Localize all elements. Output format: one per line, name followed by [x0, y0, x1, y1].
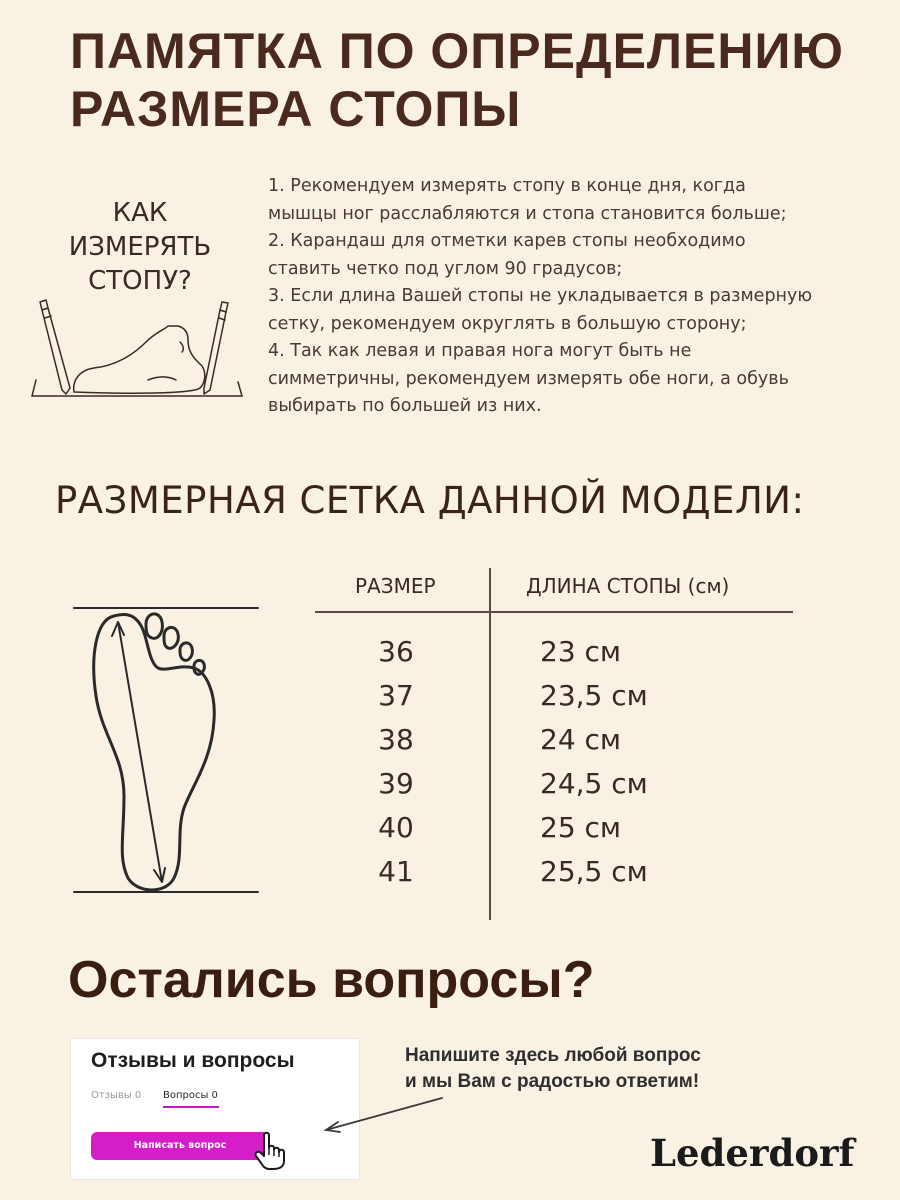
column-header-size: РАЗМЕР: [355, 574, 436, 598]
size-cell: 40: [378, 811, 414, 844]
page-title-line2: РАЗМЕРА СТОПЫ: [70, 81, 522, 137]
footprint-icon: [66, 596, 266, 906]
measurement-tips: [268, 173, 898, 421]
length-cell: 23 см: [540, 635, 622, 668]
length-cell: 25,5 см: [540, 855, 648, 888]
questions-heading: Остались вопросы?: [68, 951, 595, 1009]
tab-reviews[interactable]: Отзывы 0: [91, 1090, 142, 1101]
active-tab-indicator: [163, 1106, 219, 1108]
table-column-divider: [489, 568, 491, 920]
pointer-hand-icon: [254, 1131, 290, 1171]
tip-line: 2. Карандаш для отметки карев стопы необходимо: [268, 231, 746, 251]
size-grid-title: РАЗМЕРНАЯ СЕТКА ДАННОЙ МОДЕЛИ:: [55, 479, 805, 522]
length-cell: 24 см: [540, 723, 622, 756]
column-header-length: ДЛИНА СТОПЫ (см): [526, 574, 730, 598]
tip-line: мышцы ног расслабляются и стопа становится больше;: [268, 203, 787, 224]
callout-line1: Напишите здесь любой вопрос: [405, 1045, 701, 1066]
size-cell: 37: [378, 679, 414, 712]
card-title: Отзывы и вопросы: [91, 1049, 295, 1072]
length-cell: 25 см: [540, 811, 622, 844]
tip-line: симметричны, рекомендуем измерять обе ноги, а обувь: [268, 368, 789, 389]
how-to-title-line1: КАК: [112, 198, 168, 228]
how-to-title-line2: ИЗМЕРЯТЬ: [68, 232, 212, 262]
length-cell: 23,5 см: [540, 679, 648, 712]
tip-line: 3. Если длина Вашей стопы не укладывается в размерную: [268, 286, 813, 306]
length-cell: 24,5 см: [540, 767, 648, 800]
foot-measure-illustration: [28, 296, 248, 404]
size-cell: 41: [378, 855, 414, 888]
how-to-measure-title: [40, 196, 240, 298]
tip-line: 1. Рекомендуем измерять стопу в конце дня, когда: [268, 176, 746, 196]
how-to-title-line3: СТОПУ?: [88, 266, 192, 296]
tip-line: выбирать по большей из них.: [268, 396, 542, 416]
tip-line: 4. Так как левая и правая нога могут быть не: [268, 341, 692, 361]
brand-logo: Lederdorf: [650, 1131, 855, 1175]
size-cell: 39: [378, 767, 414, 800]
tip-line: сетку, рекомендуем округлять в большую сторону;: [268, 313, 747, 334]
ask-question-button[interactable]: Написать вопрос: [91, 1132, 269, 1160]
tab-questions[interactable]: Вопросы 0: [163, 1090, 218, 1101]
arrow-icon: [316, 1090, 446, 1136]
callout-line2: и мы Вам с радостью ответим!: [405, 1071, 700, 1092]
page-title: [70, 22, 870, 138]
size-cell: 36: [378, 635, 414, 668]
page-title-line1: ПАМЯТКА ПО ОПРЕДЕЛЕНИЮ: [70, 23, 844, 79]
ask-question-callout: [405, 1043, 825, 1095]
size-cell: 38: [378, 723, 414, 756]
tip-line: ставить четко под углом 90 градусов;: [268, 258, 623, 279]
table-header-divider: [315, 611, 793, 613]
